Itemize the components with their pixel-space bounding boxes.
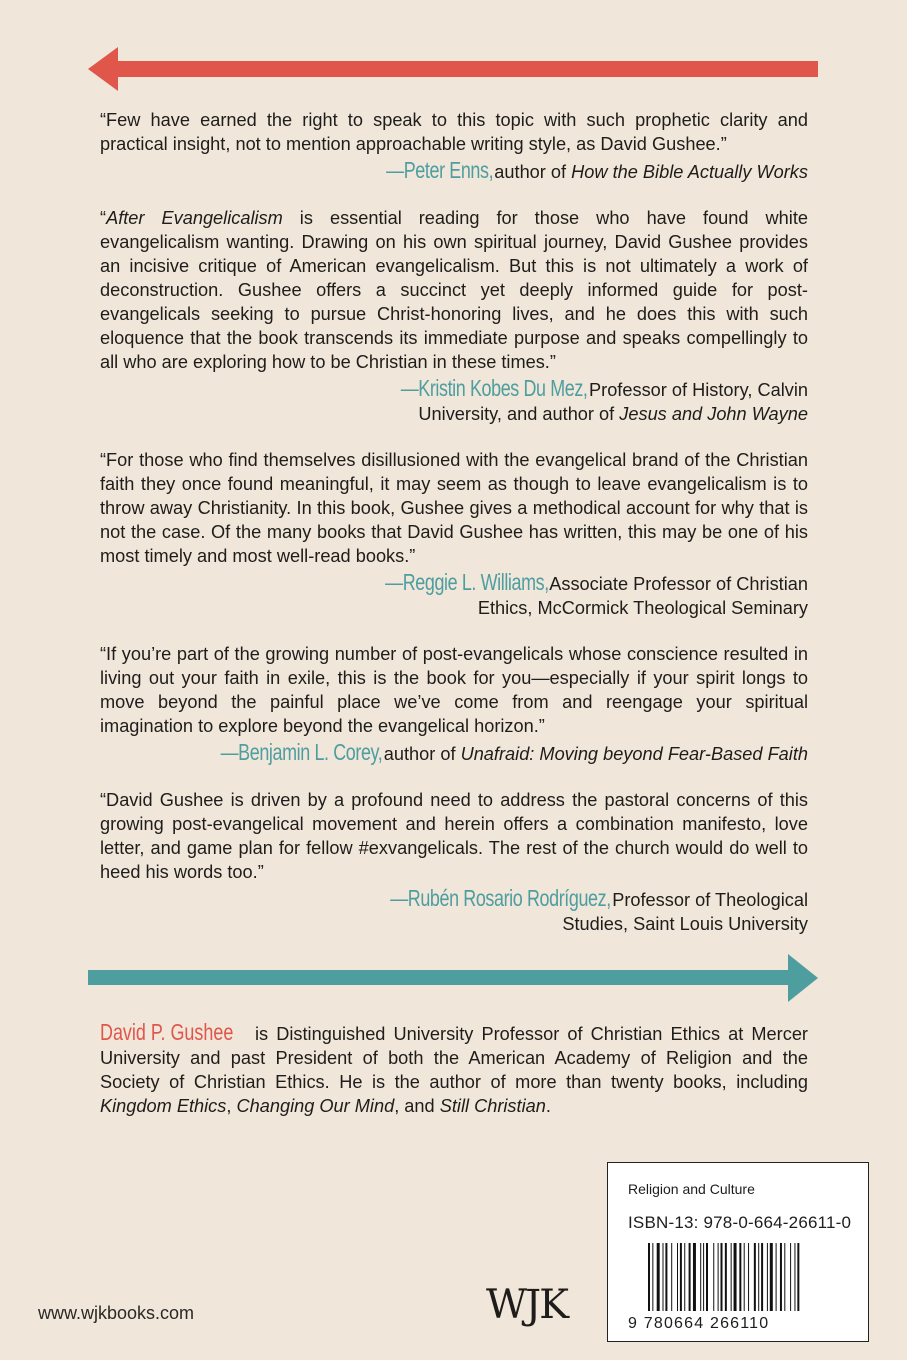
barcode-box bbox=[607, 1162, 869, 1342]
endorsement bbox=[100, 206, 808, 426]
endorsement-attribution bbox=[100, 740, 808, 766]
bio-text: is Distinguished University Professor of Christian Ethics at Mercer University and past President of both the American Academy of Religion and the Society of Christian Ethics. He is the author of more than twenty books, including Kingdom Ethics, Changing Our Mind, and Still Christian. bbox=[100, 1024, 808, 1116]
endorsement-quote: “David Gushee is driven by a profound need to address the pastoral concerns of this growing post-evangelical movement and herein offers a combination manifesto, love letter, and game plan for fellow #exvangelicals. The rest of the church would do well to heed his words too.” bbox=[100, 790, 808, 882]
endorser-affiliation: Professor of Theological Studies, Saint Louis University bbox=[562, 890, 808, 934]
endorsement-attribution bbox=[100, 158, 808, 184]
publisher-logo: WJK bbox=[486, 1282, 568, 1328]
endorsement-quote: “For those who find themselves disillusioned with the evangelical brand of the Christian faith they once found meaningful, it may seem as though to leave evangelicalism is to throw away Christianity. In this book, Gushee gives a methodical account for why that is not the case. Of the many books that David Gushee has written, this may be one of his most timely and most well-read books.” bbox=[100, 450, 808, 566]
endorser-affiliation: Professor of History, Calvin University, and author of Jesus and John Wayne bbox=[418, 380, 808, 424]
endorsement bbox=[100, 448, 808, 620]
endorsement bbox=[100, 642, 808, 766]
endorsement-quote: “If you’re part of the growing number of post-evangelicals whose conscience resulted in living out your faith in exile, this is the book for you—especially if your spirit longs to move beyond the painful place we’ve come from and reengage your spiritual imagination to explore beyond the evangelical horizon.” bbox=[100, 644, 808, 736]
endorser-name: —Kristin Kobes Du Mez, bbox=[401, 375, 588, 401]
endorser-name: —Peter Enns, bbox=[386, 157, 494, 183]
endorser-affiliation: author of Unafraid: Moving beyond Fear-Based Faith bbox=[378, 744, 808, 764]
endorser-name: —Reggie L. Williams, bbox=[385, 569, 550, 595]
endorsement-attribution bbox=[100, 376, 808, 426]
barcode-bars-icon bbox=[648, 1243, 848, 1311]
right-arrow-icon bbox=[88, 952, 820, 1004]
left-arrow-icon bbox=[86, 44, 820, 94]
bio-author-name: David P. Gushee bbox=[100, 1019, 234, 1045]
barcode-isbn: ISBN-13: 978-0-664-26611-0 bbox=[628, 1213, 852, 1232]
barcode-digits: 9 780664 266110 bbox=[628, 1315, 770, 1332]
endorsement-attribution bbox=[100, 886, 808, 936]
endorser-name: —Benjamin L. Corey, bbox=[220, 739, 383, 765]
endorsement-attribution bbox=[100, 570, 808, 620]
endorsement-quote: “Few have earned the right to speak to this topic with such prophetic clarity and practical insight, not to mention approachable writing style, as David Gushee.” bbox=[100, 110, 808, 154]
endorsements bbox=[100, 108, 808, 958]
author-bio bbox=[100, 1020, 808, 1118]
publisher-website: www.wjkbooks.com bbox=[38, 1303, 195, 1323]
endorsement bbox=[100, 788, 808, 936]
endorsement-quote: “After Evangelicalism is essential reading for those who have found white evangelicalism wanting. Drawing on his own spiritual journey, David Gushee provides an incisive critique of American evangelicalism. But this is not ultimately a work of deconstruction. Gushee offers a succinct yet deeply informed guide for post-evangelicals seeking to pursue Christ-honoring lives, and he does this with such eloquence that the book transcends its immediate purpose and speaks compellingly to all who are exploring how to be Christian in these times.” bbox=[100, 208, 809, 372]
endorser-name: —Rubén Rosario Rodríguez, bbox=[390, 885, 612, 911]
endorser-affiliation: Associate Professor of Christian Ethics, McCormick Theological Seminary bbox=[477, 574, 808, 618]
barcode-category: Religion and Culture bbox=[628, 1181, 755, 1197]
endorsement bbox=[100, 108, 808, 184]
endorser-affiliation: author of How the Bible Actually Works bbox=[489, 162, 808, 182]
